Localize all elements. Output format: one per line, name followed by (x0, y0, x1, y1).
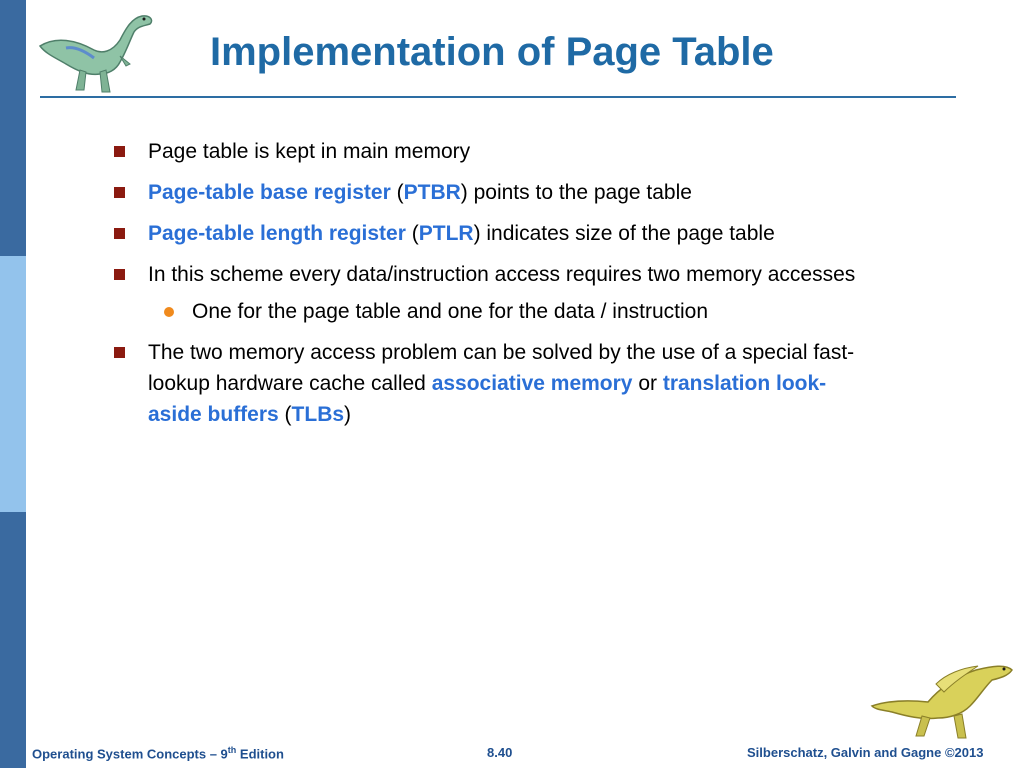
term-ptlr: PTLR (418, 222, 474, 245)
bullet-item (110, 136, 870, 167)
bullet-text: The two memory access problem can be solved by the use of a special fast-lookup hardware cache called (148, 341, 855, 395)
dinosaur-icon (36, 6, 156, 98)
bullet-text: ( (405, 222, 419, 245)
square-bullet-icon (114, 228, 125, 239)
square-bullet-icon (114, 347, 125, 358)
bullet-item (110, 177, 870, 208)
footer-book-title-text: Operating System Concepts – 9 (32, 746, 228, 762)
term-ptbr: PTBR (403, 181, 461, 204)
bullet-item (110, 218, 870, 249)
footer-authors: Silberschatz, Galvin and Gagne ©2013 (747, 745, 984, 760)
band-segment-bottom (0, 512, 26, 768)
term-tlbs: TLBs (291, 403, 345, 426)
footer-book-title (32, 745, 284, 761)
bullet-text: One for the page table and one for the data / instruction (192, 300, 709, 323)
term-tlb-full: translation look-aside buffers (148, 372, 827, 426)
band-segment-middle (0, 256, 26, 512)
square-bullet-icon (114, 187, 125, 198)
title-divider (40, 96, 956, 98)
slide-title: Implementation of Page Table (210, 30, 774, 74)
term-ptbr-full: Page-table base register (148, 181, 391, 204)
bullet-text: ) points to the page table (460, 181, 692, 204)
band-segment-top (0, 0, 26, 256)
term-associative-memory: associative memory (431, 372, 633, 395)
bullet-text: Page table is kept in main memory (148, 140, 471, 163)
bullet-item (110, 259, 870, 290)
bullet-text: ) (344, 403, 352, 426)
bullet-item (110, 337, 870, 430)
bullet-text: ) indicates size of the page table (473, 222, 775, 245)
footer-edition-text: Edition (236, 746, 284, 762)
bullet-text: In this scheme every data/instruction access requires two memory accesses (148, 263, 856, 286)
square-bullet-icon (114, 269, 125, 280)
bullet-text: ( (390, 181, 404, 204)
dinosaur-icon (866, 660, 1016, 740)
bullet-list (110, 136, 870, 440)
footer-superscript: th (227, 745, 237, 755)
dot-bullet-icon (164, 307, 174, 317)
bullet-text: ( (278, 403, 292, 426)
sub-bullet-item (110, 296, 870, 327)
term-ptlr-full: Page-table length register (148, 222, 406, 245)
footer-page-number: 8.40 (487, 745, 513, 760)
bullet-text: or (632, 372, 663, 395)
side-color-band (0, 0, 26, 768)
square-bullet-icon (114, 146, 125, 157)
